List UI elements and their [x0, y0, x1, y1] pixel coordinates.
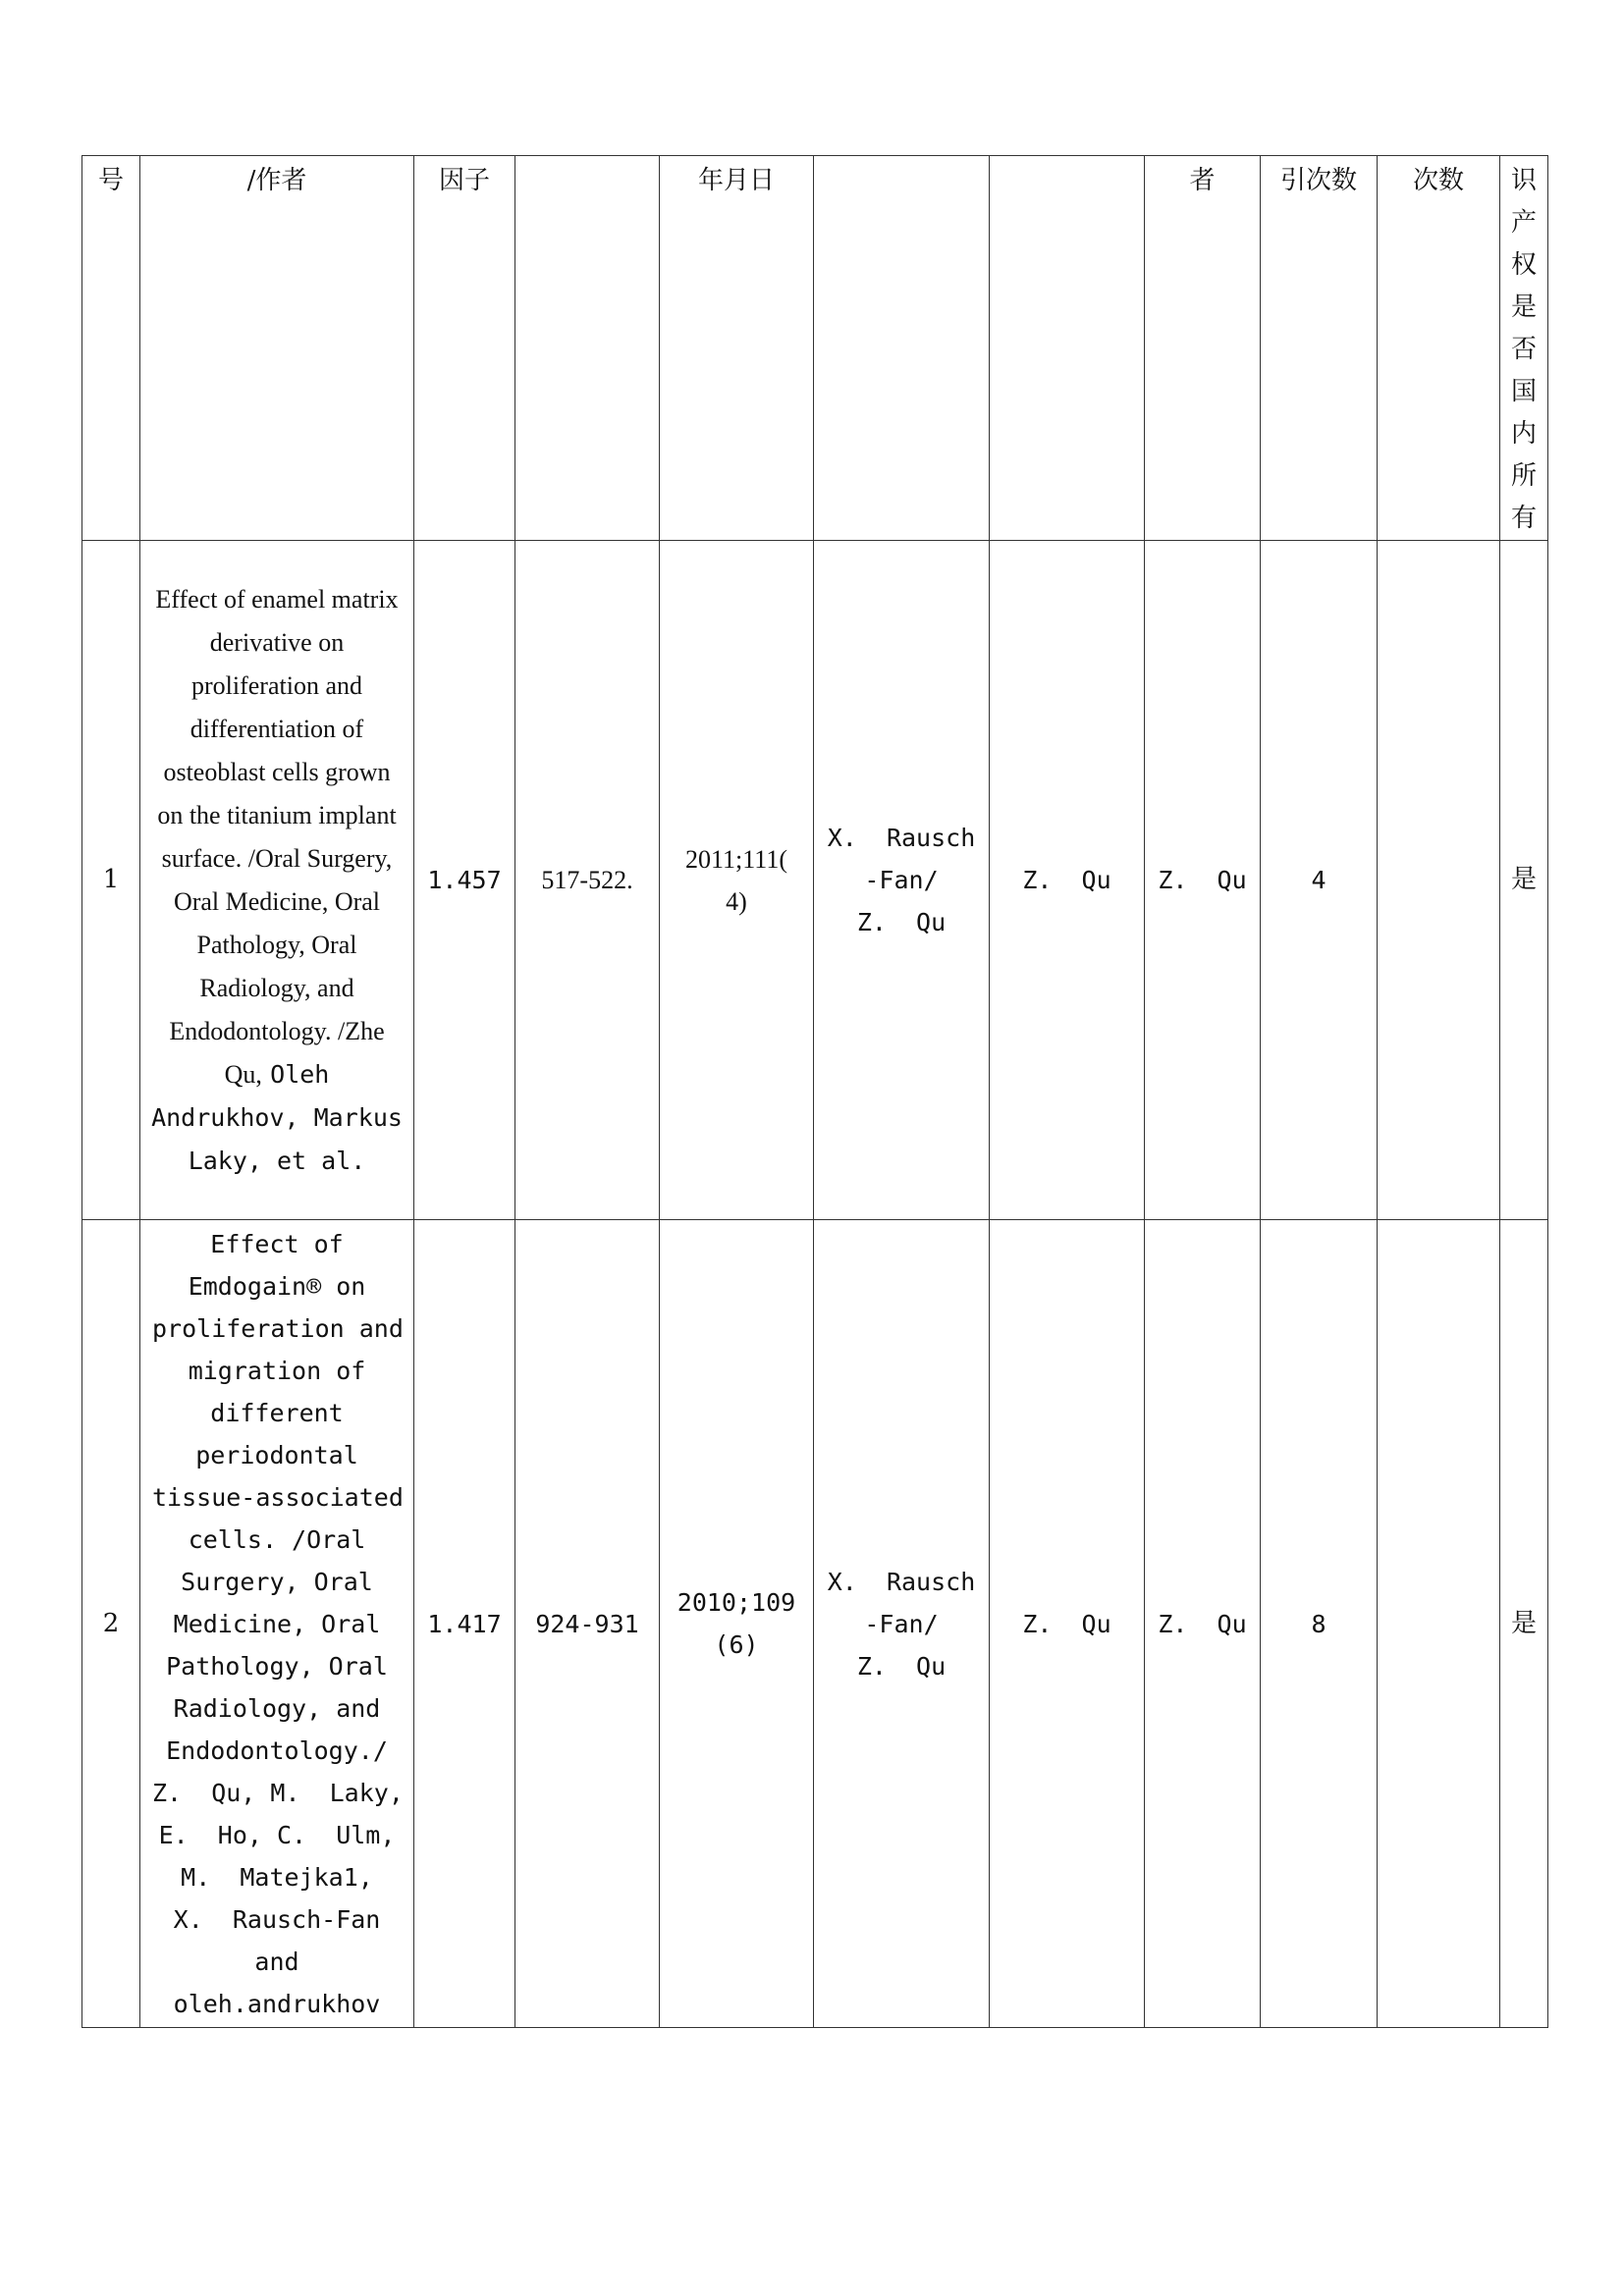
- impact-factor: 1.417: [414, 1220, 515, 2028]
- paper-title-cell: [140, 1220, 414, 2028]
- citation-count: 8: [1261, 1220, 1378, 2028]
- paper-title-text: Effect of enamel matrix derivative on proliferation and differentiation of osteoblast cells grown on the titanium implant surface. /Oral Surgery, Oral Medicine, Oral Pathology, Oral Radiology, and Endodontology. /Zhe Qu,: [155, 584, 399, 1089]
- title-line: migration of: [188, 1356, 366, 1385]
- author-text: Z. Qu: [1158, 866, 1247, 894]
- row-number: 2: [82, 1220, 140, 2028]
- corresponding-author: [814, 1220, 990, 2028]
- corresponding-author: [814, 541, 990, 1220]
- header-cell-corresponding: [814, 156, 990, 541]
- table-row: [82, 541, 1548, 1220]
- title-line: Emdogain® on: [188, 1271, 366, 1301]
- title-line: E. Ho, C. Ulm,: [158, 1820, 396, 1849]
- title-line: proliferation and: [152, 1313, 404, 1343]
- header-cell-other-citations: 次数: [1378, 156, 1500, 541]
- impact-factor: 1.457: [414, 541, 515, 1220]
- corresponding-author-line: -Fan/: [864, 866, 939, 894]
- header-cell-impact-factor: 因子: [414, 156, 515, 541]
- first-author-text: Z. Qu: [1022, 866, 1111, 894]
- other-citation-count: [1378, 541, 1500, 1220]
- title-line: tissue-associated: [152, 1482, 404, 1512]
- header-cell-first-author: [990, 156, 1145, 541]
- title-line: Effect of: [210, 1229, 344, 1258]
- header-cell-pages: [515, 156, 660, 541]
- corresponding-author-line: Z. Qu: [856, 1651, 947, 1681]
- title-line: cells. /Oral: [188, 1524, 366, 1554]
- first-author-text: Z. Qu: [1022, 1609, 1111, 1638]
- header-vertical-text: 识产权是否国内所有: [1511, 166, 1538, 533]
- corresponding-author-line: X. Rausch: [827, 824, 976, 852]
- title-line: Pathology, Oral: [166, 1651, 388, 1681]
- table-header-row: [82, 156, 1548, 541]
- title-line: Medicine, Oral: [173, 1609, 381, 1638]
- first-author: [990, 541, 1145, 1220]
- title-line: and: [254, 1947, 299, 1976]
- header-cell-no: 号: [82, 156, 140, 541]
- publish-date-line: 4): [726, 886, 747, 916]
- paper-authors-text: Oleh Andrukhov, Markus Laky, et al.: [151, 1059, 403, 1175]
- title-line: Z. Qu, M. Laky,: [152, 1778, 404, 1807]
- pages: 517-522.: [515, 541, 660, 1220]
- title-line: Radiology, and: [173, 1693, 381, 1723]
- paper-title-cell: [140, 541, 414, 1220]
- publish-date: [660, 1220, 814, 2028]
- table-row: [82, 1220, 1548, 2028]
- corresponding-author-line: Z. Qu: [856, 908, 947, 936]
- publish-date-line: 2010;109: [677, 1588, 796, 1617]
- author-text: Z. Qu: [1158, 1609, 1247, 1638]
- title-line: periodontal: [195, 1440, 358, 1469]
- title-line: different: [210, 1398, 344, 1427]
- publication-table: [81, 155, 1548, 2028]
- title-line: M. Matejka1,: [181, 1862, 373, 1892]
- corresponding-author-line: -Fan/: [864, 1609, 939, 1638]
- title-line: Endodontology./: [166, 1735, 388, 1765]
- corresponding-author-line: X. Rausch: [827, 1567, 976, 1596]
- header-cell-author: 者: [1145, 156, 1261, 541]
- publish-date-line: 2011;111(: [685, 844, 787, 874]
- domestic-ip: 是: [1500, 1220, 1548, 2028]
- title-line: Surgery, Oral: [181, 1567, 373, 1596]
- header-cell-citations: 引次数: [1261, 156, 1378, 541]
- pages: 924-931: [515, 1220, 660, 2028]
- publish-date: [660, 541, 814, 1220]
- header-cell-date: 年月日: [660, 156, 814, 541]
- publish-date-line: (6): [714, 1630, 759, 1659]
- header-cell-domestic-ip: [1500, 156, 1548, 541]
- row-number: 1: [82, 541, 140, 1220]
- author: [1145, 541, 1261, 1220]
- header-cell-title-author: /作者: [140, 156, 414, 541]
- citation-count: 4: [1261, 541, 1378, 1220]
- domestic-ip: 是: [1500, 541, 1548, 1220]
- other-citation-count: [1378, 1220, 1500, 2028]
- title-line: oleh.andrukhov: [173, 1989, 381, 2018]
- title-line: X. Rausch-Fan: [173, 1904, 381, 1934]
- first-author: [990, 1220, 1145, 2028]
- author: [1145, 1220, 1261, 2028]
